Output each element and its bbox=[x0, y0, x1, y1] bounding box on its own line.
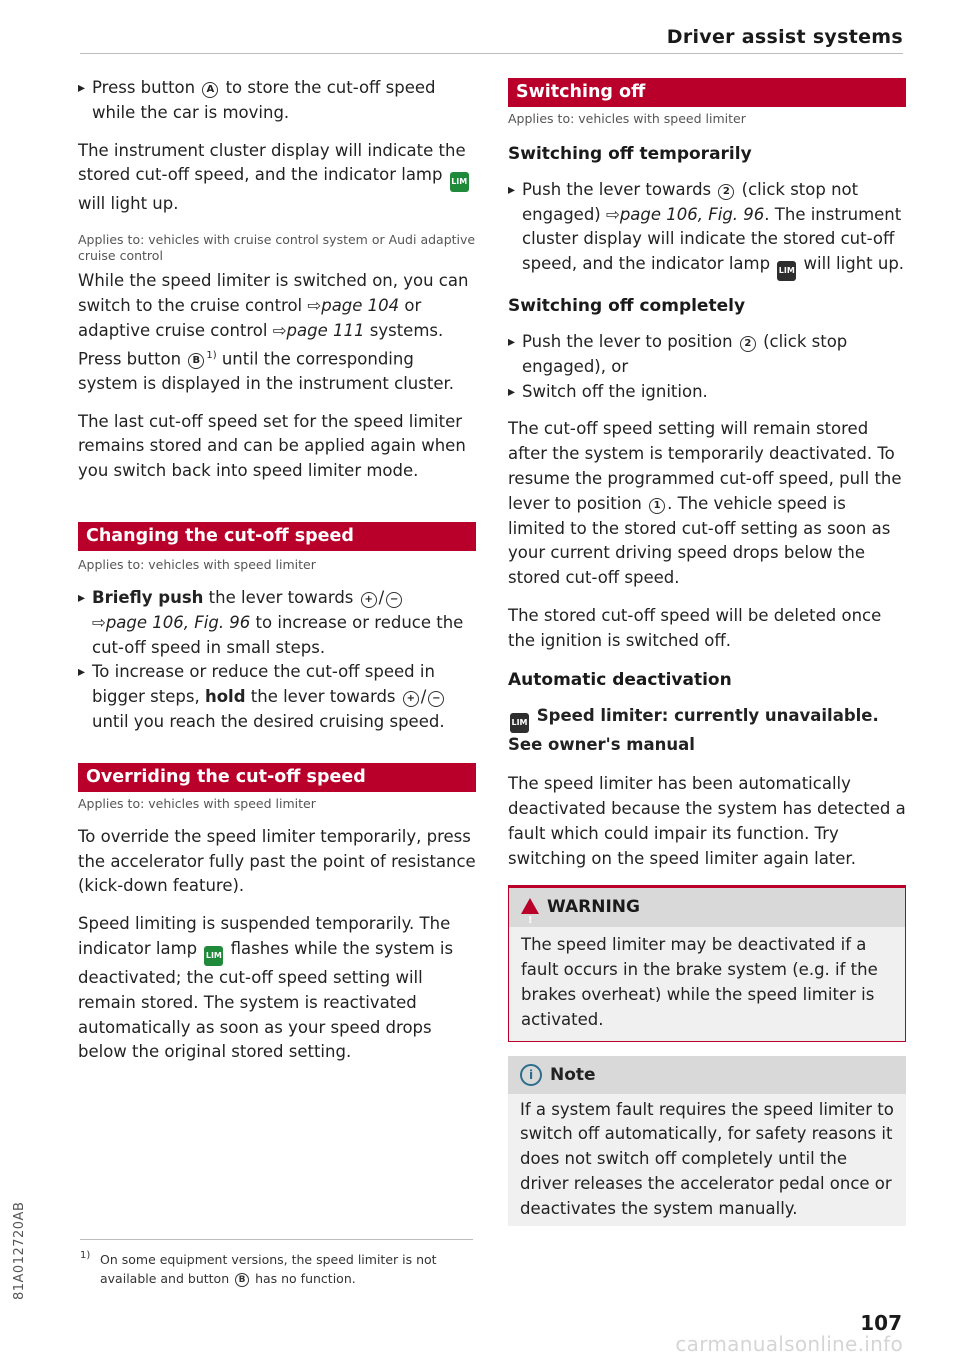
bullet-hold: ▸ To increase or reduce the cut-off speed in bigger steps, hold the lever towards + / − until you reach the desired cruising speed. bbox=[78, 660, 476, 734]
lim-lamp-icon: LIM bbox=[510, 713, 529, 733]
subheading-automatic: Automatic deactivation bbox=[508, 669, 732, 690]
page-ref-link[interactable]: page 106, Fig. 96 bbox=[619, 204, 765, 224]
footnote-divider bbox=[80, 1239, 473, 1240]
position-2-icon: 2 bbox=[740, 336, 756, 352]
bullet-push-temporarily: ▸ Push the lever towards 2 (click stop not engaged) ⇨page 106, Fig. 96. The instrument cluster display will indicate the stored cut-off speed, and the indicator lamp LIM will light up. bbox=[508, 178, 906, 281]
lim-lamp-icon: LIM bbox=[450, 172, 469, 192]
note-box bbox=[508, 1056, 906, 1226]
paragraph-switch-cruise: While the speed limiter is switched on, you can switch to the cruise control ⇨page 104 or adaptive cruise control ⇨page 111 systems. Press button B $^{1)}$ until the corresponding system is displayed in the instrument cluster. bbox=[78, 271, 469, 393]
position-2-icon: 2 bbox=[718, 184, 734, 200]
paragraph-deleted: The stored cut-off speed will be deleted once the ignition is switched off. bbox=[508, 605, 882, 650]
bullet-store-speed: ▸ Press button A to store the cut-off speed while the car is moving. bbox=[78, 76, 476, 126]
button-b-icon: B bbox=[235, 1273, 249, 1287]
section-switching-off: Switching off bbox=[508, 78, 906, 107]
paragraph-remain-stored: The cut-off speed setting will remain stored after the system is temporarily deactivated. To resume the programmed cut-off speed, pull the lever to position 1 . The vehicle speed is limited to the stored cut-off setting as soon as your current driving speed drops below the stored cut-off speed. bbox=[508, 419, 902, 588]
message-unavailable: LIM Speed limiter: currently unavailable. See owner's manual bbox=[508, 706, 879, 755]
paragraph-override: To override the speed limiter temporarily, press the accelerator fully past the point of resistance (kick-down feature). bbox=[78, 826, 476, 896]
page-ref-link[interactable]: page 104 bbox=[321, 295, 400, 315]
applies-changing: Applies to: vehicles with speed limiter bbox=[78, 557, 316, 573]
page-ref-link[interactable]: page 106, Fig. 96 bbox=[105, 612, 251, 632]
lim-lamp-icon: LIM bbox=[777, 261, 796, 281]
note-text: If a system fault requires the speed limiter to switch off automatically, for safety reasons it does not switch off completely until the driver releases the accelerator pedal once or deactivates the system manually. bbox=[520, 1099, 894, 1218]
minus-icon: − bbox=[428, 691, 444, 707]
footnote-number: 1) bbox=[80, 1250, 91, 1261]
section-overriding-speed: Overriding the cut-off speed bbox=[78, 763, 476, 792]
plus-icon: + bbox=[361, 592, 377, 608]
paragraph-auto-deactivated: The speed limiter has been automatically deactivated because the system has detected a fault which could impair its function. Try switching on the speed limiter again later. bbox=[508, 774, 906, 868]
bullet-ignition-off: ▸ Switch off the ignition. bbox=[508, 380, 906, 405]
paragraph-suspended: Speed limiting is suspended temporarily. The indicator lamp LIM flashes while the system is deactivated; the cut-off speed setting will remain stored. The system is reactivated automatically as soon as your speed drops below the original stored setting. bbox=[78, 914, 454, 1062]
page-header-title: Driver assist systems bbox=[666, 26, 903, 48]
button-b-icon: B bbox=[188, 353, 204, 369]
bullet-push-completely: ▸ Push the lever to position 2 (click stop engaged), or bbox=[508, 330, 906, 380]
warning-header: ! WARNING bbox=[509, 888, 905, 927]
paragraph-indicator: The instrument cluster display will indicate the stored cut-off speed, and the indicator lamp LIM will light up. bbox=[78, 140, 468, 214]
document-code: 81A012720AB bbox=[12, 1201, 27, 1300]
right-column bbox=[508, 78, 906, 1226]
footnote: 1) On some equipment versions, the speed limiter is not available and button B has no function. bbox=[80, 1250, 473, 1288]
section-changing-speed: Changing the cut-off speed bbox=[78, 522, 476, 551]
subheading-completely: Switching off completely bbox=[508, 296, 746, 317]
position-1-icon: 1 bbox=[649, 498, 665, 514]
applies-overriding: Applies to: vehicles with speed limiter bbox=[78, 795, 316, 811]
minus-icon: − bbox=[386, 592, 402, 608]
applies-cruise: Applies to: vehicles with cruise control system or Audi adaptive cruise control bbox=[78, 232, 476, 264]
subheading-temporarily: Switching off temporarily bbox=[508, 144, 752, 164]
footnote-marker[interactable]: 1) bbox=[206, 349, 217, 361]
warning-triangle-icon: ! bbox=[521, 898, 539, 914]
applies-switching: Applies to: vehicles with speed limiter bbox=[508, 111, 746, 126]
plus-icon: + bbox=[403, 691, 419, 707]
left-column bbox=[78, 76, 476, 1065]
info-icon: i bbox=[520, 1064, 542, 1086]
lim-lamp-icon: LIM bbox=[204, 946, 223, 966]
button-a-icon: A bbox=[202, 82, 218, 98]
header-divider bbox=[80, 53, 903, 54]
warning-box bbox=[508, 885, 906, 1041]
bullet-briefly-push: ▸ Briefly push the lever towards + / − ⇨page 106, Fig. 96 to increase or reduce the cut-off speed in small steps. bbox=[78, 586, 476, 660]
note-header: i Note bbox=[508, 1056, 906, 1094]
watermark: carmanualsonline.info bbox=[675, 1332, 903, 1356]
paragraph-last-speed: The last cut-off speed set for the speed limiter remains stored and can be applied again when you switch back into speed limiter mode. bbox=[78, 411, 466, 481]
page-ref-link[interactable]: page 111 bbox=[286, 320, 365, 340]
page-number: 107 bbox=[860, 1311, 902, 1335]
warning-text: The speed limiter may be deactivated if a fault occurs in the brake system (e.g. if the brakes overheat) while the speed limiter is activated. bbox=[521, 935, 878, 1029]
